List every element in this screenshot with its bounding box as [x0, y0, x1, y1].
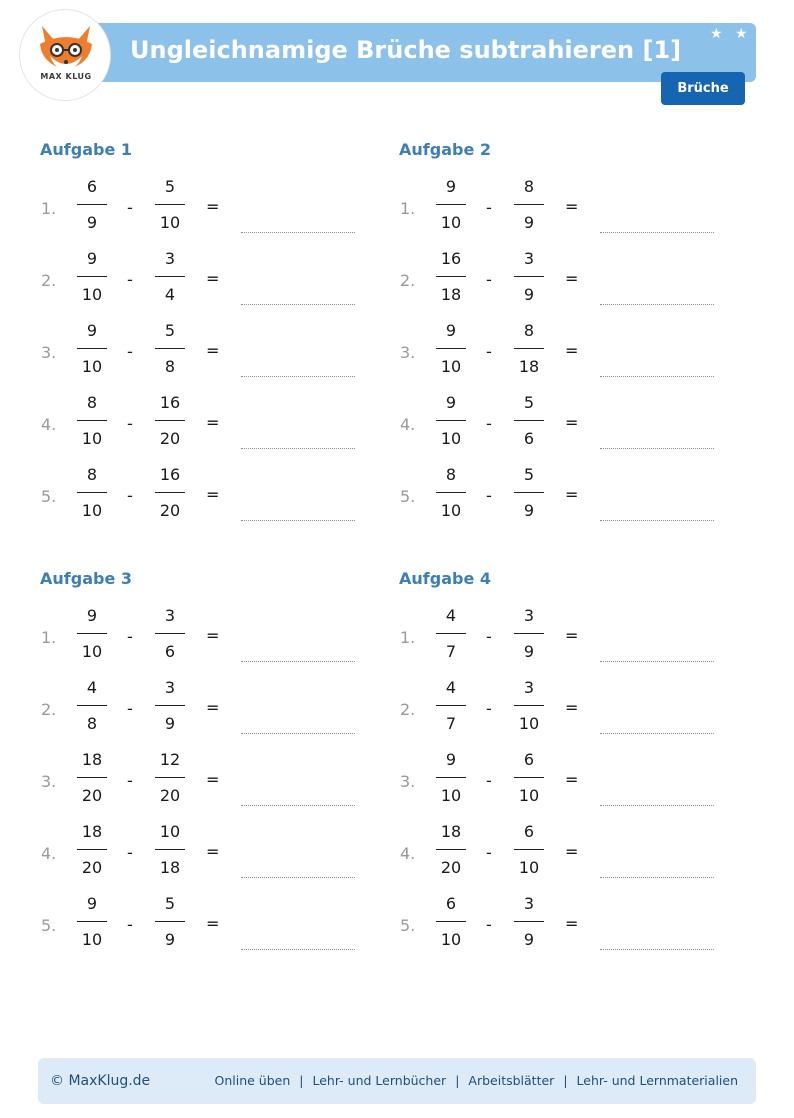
answer-field[interactable]: [241, 376, 355, 377]
problem-number: 3.: [41, 343, 57, 362]
logo: [19, 9, 111, 101]
page-title: Ungleichnamige Brüche subtrahieren [1]: [130, 36, 682, 64]
denominator: 10: [518, 858, 540, 877]
answer-field[interactable]: [600, 877, 714, 878]
equals-sign: =: [565, 914, 579, 933]
answer-field[interactable]: [600, 805, 714, 806]
problem-row: [41, 606, 361, 666]
numerator: 9: [86, 894, 98, 913]
section-title: Aufgabe 4: [399, 569, 491, 588]
fraction-bar: [77, 492, 107, 493]
numerator: 5: [523, 393, 535, 412]
denominator: 10: [159, 213, 181, 232]
numerator: 5: [164, 321, 176, 340]
fraction-bar: [155, 849, 185, 850]
denominator: 9: [523, 930, 535, 949]
difficulty-stars: ★ ★: [710, 26, 752, 42]
numerator: 6: [523, 750, 535, 769]
fraction-bar: [155, 276, 185, 277]
numerator: 3: [164, 606, 176, 625]
denominator: 6: [164, 642, 176, 661]
minus-sign: -: [486, 915, 492, 934]
problem-number: 4.: [400, 415, 416, 434]
equals-sign: =: [206, 197, 220, 216]
footer-link-books[interactable]: Lehr- und Lernbücher: [312, 1073, 447, 1088]
numerator: 10: [159, 822, 181, 841]
numerator: 5: [164, 177, 176, 196]
numerator: 6: [86, 177, 98, 196]
denominator: 10: [440, 930, 462, 949]
denominator: 20: [159, 786, 181, 805]
minus-sign: -: [486, 843, 492, 862]
equals-sign: =: [565, 341, 579, 360]
numerator: 9: [86, 249, 98, 268]
fraction-bar: [514, 633, 544, 634]
equals-sign: =: [565, 770, 579, 789]
fraction-bar: [155, 633, 185, 634]
fraction-bar: [436, 921, 466, 922]
numerator: 4: [445, 678, 457, 697]
equals-sign: =: [206, 770, 220, 789]
minus-sign: -: [127, 486, 133, 505]
problem-row: [400, 321, 720, 381]
problem-row: [41, 321, 361, 381]
numerator: 8: [523, 177, 535, 196]
denominator: 8: [164, 357, 176, 376]
minus-sign: -: [127, 198, 133, 217]
problem-row: [400, 750, 720, 810]
denominator: 10: [81, 429, 103, 448]
fraction-bar: [155, 705, 185, 706]
denominator: 10: [81, 642, 103, 661]
answer-field[interactable]: [241, 733, 355, 734]
minus-sign: -: [127, 270, 133, 289]
problem-row: [41, 249, 361, 309]
denominator: 9: [86, 213, 98, 232]
fraction-bar: [155, 204, 185, 205]
fraction-bar: [77, 420, 107, 421]
fraction-bar: [77, 705, 107, 706]
problem-row: [400, 894, 720, 954]
numerator: 3: [164, 678, 176, 697]
numerator: 18: [440, 822, 462, 841]
problem-number: 4.: [41, 415, 57, 434]
denominator: 20: [440, 858, 462, 877]
denominator: 10: [518, 786, 540, 805]
fraction-bar: [514, 348, 544, 349]
section-title: Aufgabe 3: [40, 569, 132, 588]
denominator: 10: [440, 213, 462, 232]
problem-row: [41, 678, 361, 738]
minus-sign: -: [127, 342, 133, 361]
numerator: 8: [523, 321, 535, 340]
problem-row: [41, 393, 361, 453]
numerator: 9: [86, 321, 98, 340]
minus-sign: -: [486, 342, 492, 361]
numerator: 16: [159, 465, 181, 484]
numerator: 12: [159, 750, 181, 769]
answer-field[interactable]: [600, 448, 714, 449]
footer-separator: |: [299, 1073, 304, 1088]
problem-row: [400, 249, 720, 309]
minus-sign: -: [486, 486, 492, 505]
denominator: 10: [81, 930, 103, 949]
problem-number: 5.: [41, 916, 57, 935]
minus-sign: -: [486, 414, 492, 433]
problem-row: [41, 177, 361, 237]
denominator: 10: [81, 357, 103, 376]
fraction-bar: [514, 849, 544, 850]
problem-row: [41, 822, 361, 882]
denominator: 18: [518, 357, 540, 376]
numerator: 3: [523, 606, 535, 625]
equals-sign: =: [565, 626, 579, 645]
problem-number: 1.: [400, 199, 416, 218]
fraction-bar: [155, 420, 185, 421]
problem-row: [400, 177, 720, 237]
denominator: 9: [523, 642, 535, 661]
denominator: 20: [81, 858, 103, 877]
problem-number: 3.: [41, 772, 57, 791]
equals-sign: =: [206, 914, 220, 933]
denominator: 10: [440, 357, 462, 376]
fraction-bar: [436, 348, 466, 349]
footer-link-online[interactable]: Online üben: [214, 1073, 291, 1088]
section-title: Aufgabe 1: [40, 140, 132, 159]
fraction-bar: [436, 777, 466, 778]
denominator: 10: [440, 429, 462, 448]
fraction-bar: [436, 633, 466, 634]
answer-field[interactable]: [241, 949, 355, 950]
denominator: 8: [86, 714, 98, 733]
problem-row: [41, 750, 361, 810]
minus-sign: -: [127, 843, 133, 862]
numerator: 3: [164, 249, 176, 268]
fraction-bar: [155, 348, 185, 349]
denominator: 18: [159, 858, 181, 877]
denominator: 4: [164, 285, 176, 304]
fraction-bar: [77, 777, 107, 778]
numerator: 9: [86, 606, 98, 625]
numerator: 9: [445, 177, 457, 196]
denominator: 7: [445, 642, 457, 661]
minus-sign: -: [127, 771, 133, 790]
logo-text: MAX KLUG: [40, 72, 92, 81]
numerator: 4: [86, 678, 98, 697]
problem-number: 2.: [400, 700, 416, 719]
problem-row: [41, 894, 361, 954]
denominator: 10: [518, 714, 540, 733]
category-badge[interactable]: Brüche: [661, 72, 745, 105]
numerator: 16: [159, 393, 181, 412]
fox-icon: [20, 10, 112, 102]
footer-links: [215, 1058, 739, 1104]
fraction-bar: [77, 633, 107, 634]
equals-sign: =: [206, 626, 220, 645]
fraction-bar: [514, 276, 544, 277]
denominator: 10: [440, 786, 462, 805]
footer: [38, 1058, 756, 1104]
numerator: 5: [523, 465, 535, 484]
numerator: 5: [164, 894, 176, 913]
answer-field[interactable]: [600, 520, 714, 521]
problem-number: 3.: [400, 772, 416, 791]
denominator: 7: [445, 714, 457, 733]
problem-row: [400, 465, 720, 525]
fraction-bar: [77, 849, 107, 850]
answer-field[interactable]: [600, 376, 714, 377]
problem-number: 5.: [400, 487, 416, 506]
equals-sign: =: [565, 269, 579, 288]
answer-field[interactable]: [600, 949, 714, 950]
numerator: 6: [445, 894, 457, 913]
minus-sign: -: [486, 699, 492, 718]
footer-separator: |: [455, 1073, 460, 1088]
denominator: 10: [81, 501, 103, 520]
minus-sign: -: [127, 414, 133, 433]
fraction-bar: [514, 420, 544, 421]
problem-number: 1.: [41, 199, 57, 218]
problem-row: [400, 606, 720, 666]
fraction-bar: [436, 849, 466, 850]
fraction-bar: [514, 204, 544, 205]
equals-sign: =: [206, 698, 220, 717]
denominator: 9: [523, 285, 535, 304]
answer-field[interactable]: [600, 733, 714, 734]
numerator: 8: [86, 393, 98, 412]
numerator: 9: [445, 393, 457, 412]
minus-sign: -: [486, 198, 492, 217]
fraction-bar: [155, 492, 185, 493]
denominator: 18: [440, 285, 462, 304]
fraction-bar: [436, 420, 466, 421]
problem-row: [400, 822, 720, 882]
numerator: 6: [523, 822, 535, 841]
fraction-bar: [514, 921, 544, 922]
denominator: 10: [440, 501, 462, 520]
equals-sign: =: [565, 197, 579, 216]
numerator: 16: [440, 249, 462, 268]
footer-copyright[interactable]: © MaxKlug.de: [50, 1073, 151, 1089]
fraction-bar: [514, 492, 544, 493]
denominator: 9: [164, 930, 176, 949]
minus-sign: -: [127, 699, 133, 718]
problem-number: 1.: [41, 628, 57, 647]
problem-number: 1.: [400, 628, 416, 647]
section-title: Aufgabe 2: [399, 140, 491, 159]
equals-sign: =: [565, 698, 579, 717]
fraction-bar: [436, 276, 466, 277]
numerator: 18: [81, 750, 103, 769]
answer-field[interactable]: [241, 661, 355, 662]
equals-sign: =: [565, 413, 579, 432]
fraction-bar: [77, 276, 107, 277]
denominator: 20: [159, 501, 181, 520]
answer-field[interactable]: [241, 232, 355, 233]
equals-sign: =: [565, 485, 579, 504]
answer-field[interactable]: [600, 304, 714, 305]
problem-number: 5.: [41, 487, 57, 506]
problem-number: 4.: [400, 844, 416, 863]
denominator: 20: [159, 429, 181, 448]
numerator: 18: [81, 822, 103, 841]
denominator: 9: [164, 714, 176, 733]
problem-row: [41, 465, 361, 525]
fraction-bar: [155, 921, 185, 922]
minus-sign: -: [486, 771, 492, 790]
fraction-bar: [155, 777, 185, 778]
footer-link-materials[interactable]: Lehr- und Lernmaterialien: [576, 1073, 738, 1088]
fraction-bar: [436, 492, 466, 493]
equals-sign: =: [206, 485, 220, 504]
problem-number: 2.: [41, 700, 57, 719]
minus-sign: -: [486, 270, 492, 289]
answer-field[interactable]: [600, 661, 714, 662]
problem-number: 5.: [400, 916, 416, 935]
numerator: 3: [523, 249, 535, 268]
problem-number: 2.: [400, 271, 416, 290]
answer-field[interactable]: [241, 448, 355, 449]
fraction-bar: [77, 921, 107, 922]
equals-sign: =: [206, 269, 220, 288]
denominator: 20: [81, 786, 103, 805]
denominator: 6: [523, 429, 535, 448]
answer-field[interactable]: [241, 805, 355, 806]
numerator: 3: [523, 894, 535, 913]
problem-row: [400, 393, 720, 453]
equals-sign: =: [206, 413, 220, 432]
answer-field[interactable]: [600, 232, 714, 233]
fraction-bar: [77, 348, 107, 349]
numerator: 8: [445, 465, 457, 484]
equals-sign: =: [206, 341, 220, 360]
problem-number: 3.: [400, 343, 416, 362]
numerator: 3: [523, 678, 535, 697]
minus-sign: -: [127, 627, 133, 646]
denominator: 9: [523, 213, 535, 232]
fraction-bar: [436, 204, 466, 205]
numerator: 4: [445, 606, 457, 625]
equals-sign: =: [565, 842, 579, 861]
fraction-bar: [514, 777, 544, 778]
numerator: 8: [86, 465, 98, 484]
minus-sign: -: [127, 915, 133, 934]
minus-sign: -: [486, 627, 492, 646]
fraction-bar: [436, 705, 466, 706]
footer-link-worksheets[interactable]: Arbeitsblätter: [468, 1073, 555, 1088]
fraction-bar: [514, 705, 544, 706]
numerator: 9: [445, 750, 457, 769]
answer-field[interactable]: [241, 877, 355, 878]
numerator: 9: [445, 321, 457, 340]
equals-sign: =: [206, 842, 220, 861]
problem-number: 4.: [41, 844, 57, 863]
problem-row: [400, 678, 720, 738]
problem-number: 2.: [41, 271, 57, 290]
footer-separator: |: [563, 1073, 568, 1088]
denominator: 10: [81, 285, 103, 304]
answer-field[interactable]: [241, 304, 355, 305]
answer-field[interactable]: [241, 520, 355, 521]
denominator: 9: [523, 501, 535, 520]
fraction-bar: [77, 204, 107, 205]
